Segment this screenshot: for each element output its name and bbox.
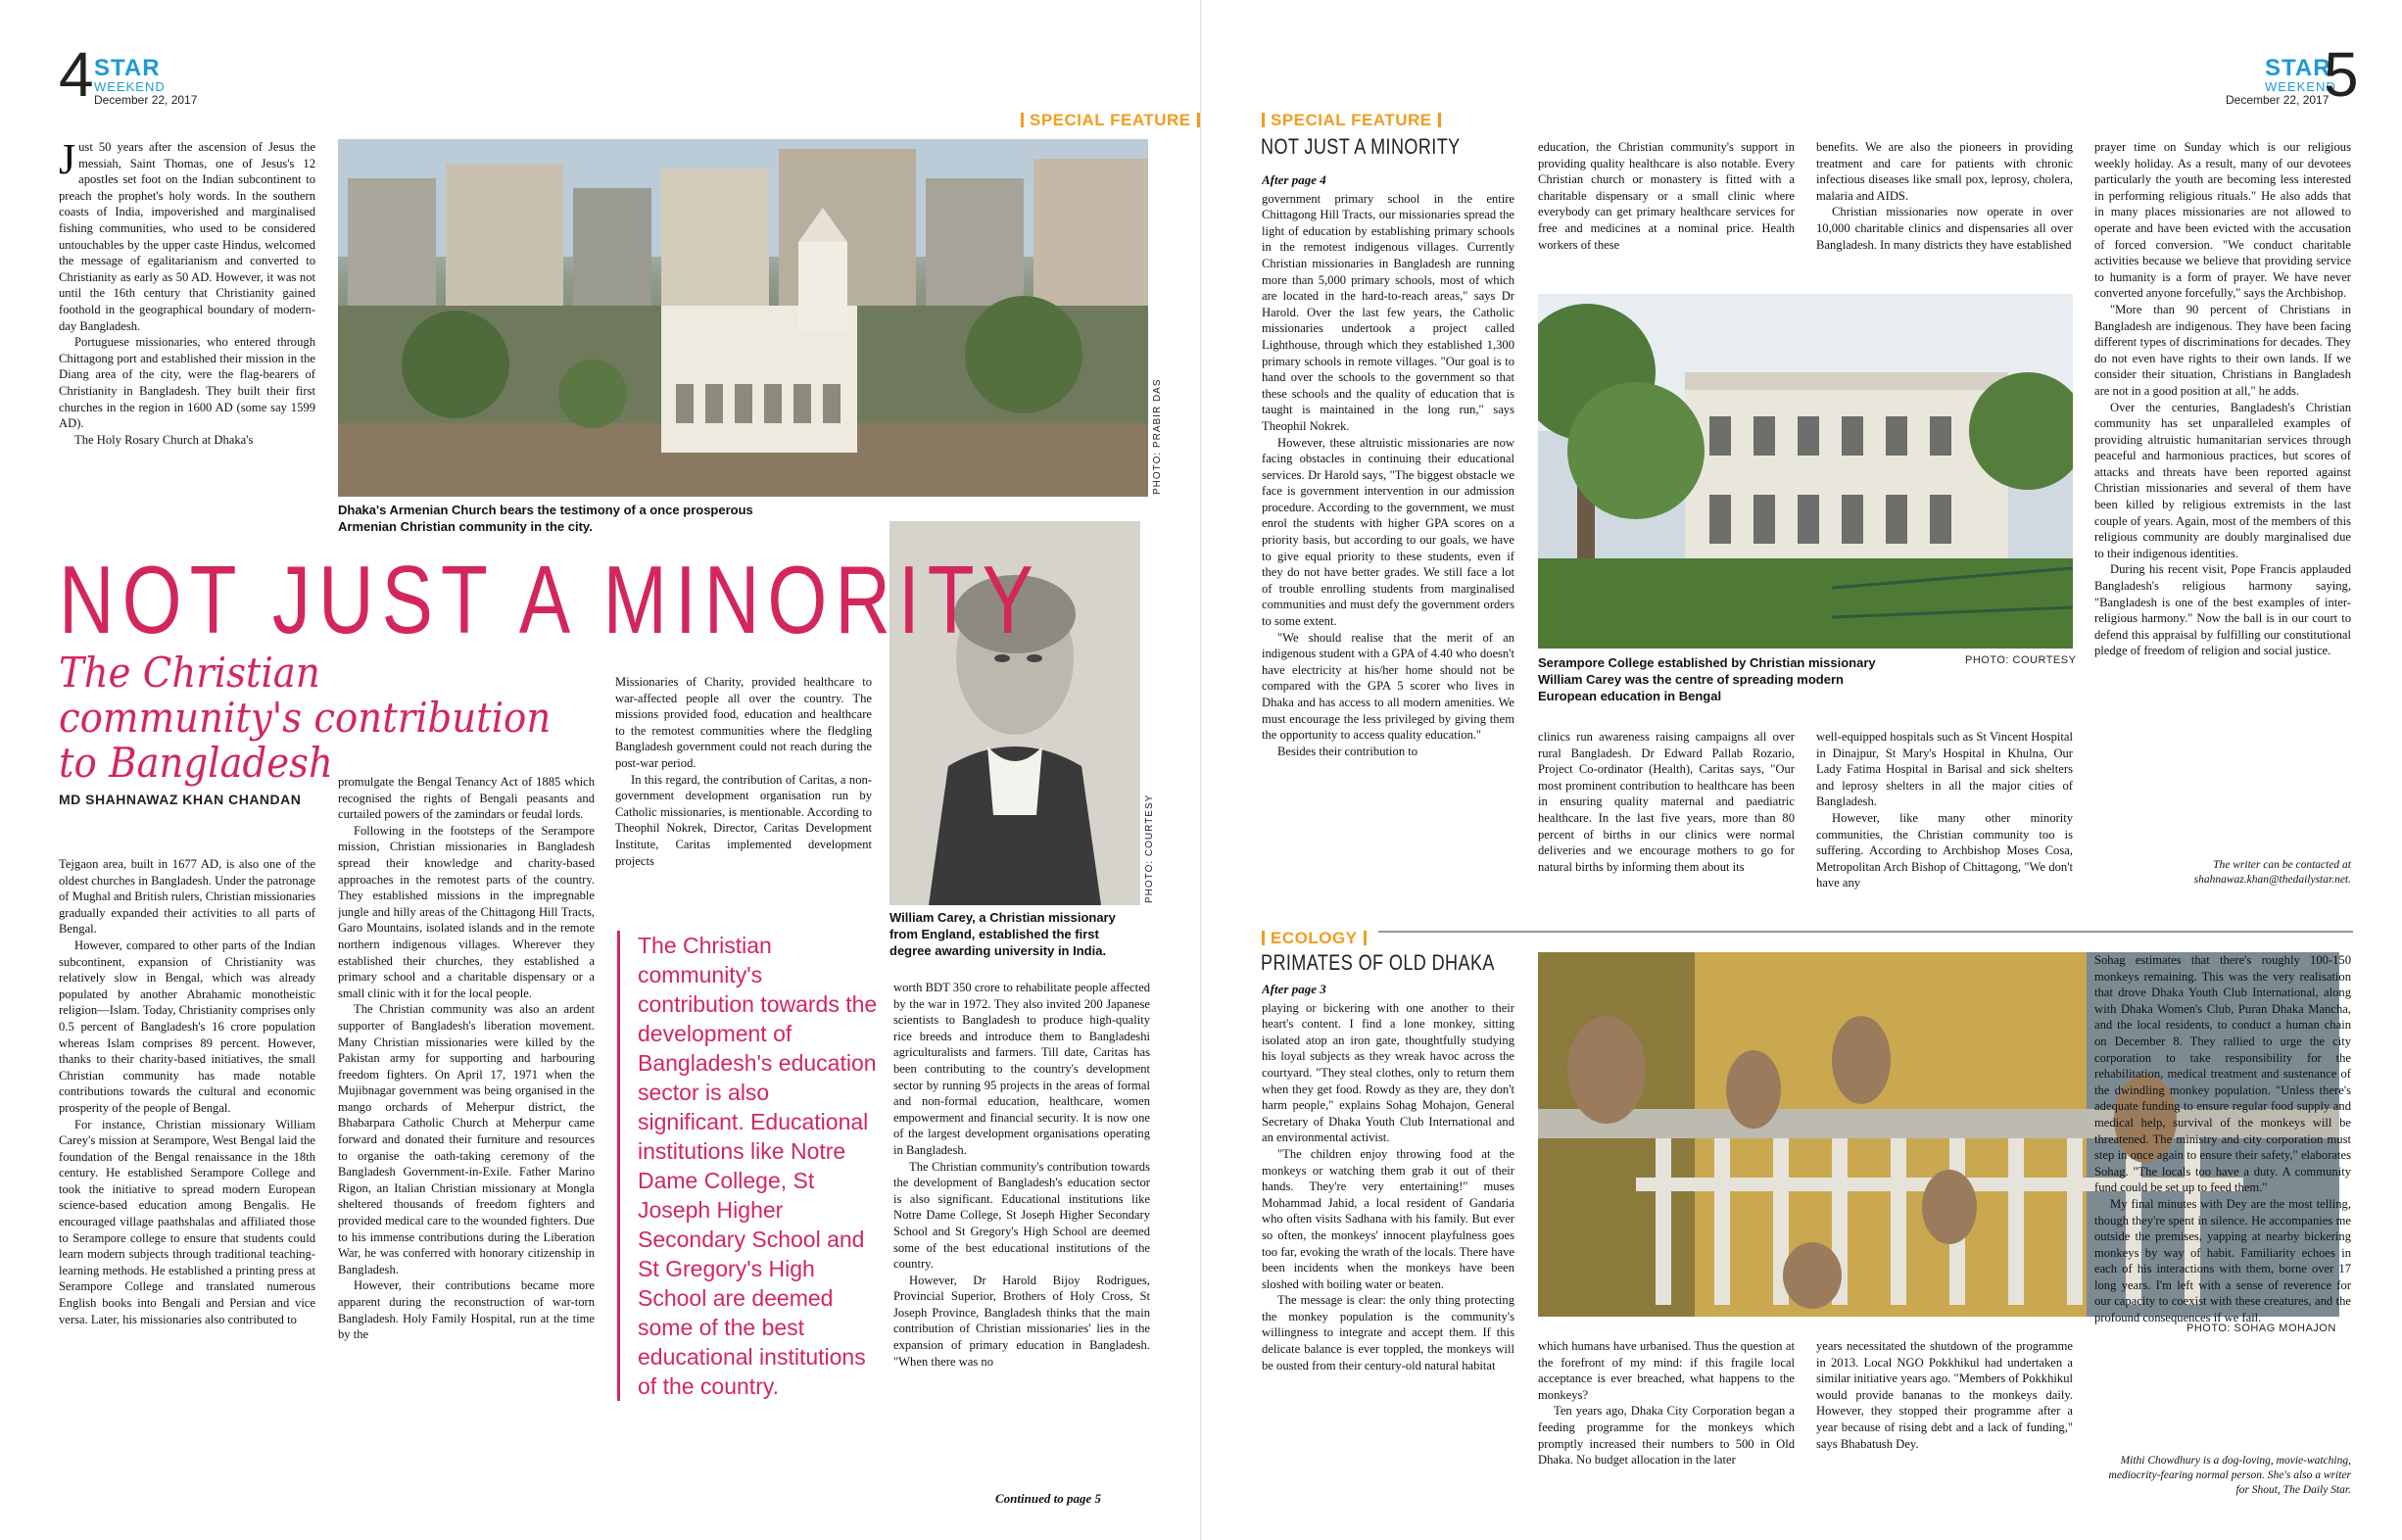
right-col-2	[1538, 139, 1795, 276]
kicker-bar	[1364, 931, 1367, 945]
col1-para-1: Tejgaon area, built in 1677 AD, is also one of the oldest churches in Bangladesh. Under the patronage of Mughal and British rulers, Christian missionaries gradually expanded their activities to all parts of Bengal.	[59, 857, 315, 937]
photo1-credit: PHOTO: PRABIR DAS	[1152, 378, 1163, 495]
right-col-3	[1816, 139, 2073, 276]
pull-quote: The Christian community's contribution towards the development of Bangladesh's education sector is also significant. Educational institutions like Notre Dame College, St Joseph Higher Secondary School and St Gregory's High School are deemed some of the best educational institutions of the country.	[617, 931, 880, 1401]
rcol1-para-4: Besides their contribution to	[1277, 744, 1418, 758]
kicker-bar	[1021, 113, 1024, 127]
photo2-credit: PHOTO: COURTESY	[1144, 794, 1155, 903]
rcol4-para-4: During his recent visit, Pope Francis applauded Bangladesh's religious harmony saying, "Bangladesh is one of the best examples of inter-religious harmony." Now the ball is in our court to defend this appraisal by fulfilling our constitutional pledge of freedom of religion and social justice.	[2094, 562, 2351, 658]
col1-para-3: For instance, Christian missionary William Carey's mission at Serampore, West Bengal laid the foundation of the Bengal renaissance in the 18th century. He established Serampore College and took the initiative to spread modern European science-based education among Bengalis. He encouraged village paathshalas and affiliated those to Serampore college to ensure that students could learn modern subjects through traditional teaching-learning methods. He established a printing press at Serampore College and translated numerous English books into Bengali and Persian and vice versa. Later, his missionaries also contributed to	[59, 1117, 315, 1326]
col4-para-2: The Christian community's contribution towards the development of Bangladesh's education sector is also significant. Educational institutions like Notre Dame College, St Joseph Higher Secondary School and St Gregory's High School are deemed some of the best educational institutions of the country.	[893, 1159, 1150, 1272]
rcol4-para-1: prayer time on Sunday which is our religious weekly holiday. As a result, many of our devotees particularly the youth are becoming less interested in performing religious rituals." He also adds that in many places missionaries are not allowed to operate and have been evicted with the accusation of forced conversion. "We conduct charitable activities because we believe that providing service to humanity is a form of prayer. We have never converted anyone forcefully," says the Archbishop.	[2094, 140, 2351, 301]
col2-para-4: However, their contributions became more apparent during the reconstruction of war-torn Bangladesh. Holy Family Hospital, run at the time by the	[338, 1278, 595, 1342]
photo1-caption: Dhaka's Armenian Church bears the testimony of a once prosperous Armenian Christian community in the city.	[338, 503, 753, 534]
section-divider	[1256, 931, 2353, 933]
kicker-text: ECOLOGY	[1271, 929, 1358, 947]
para-2: Portuguese missionaries, who entered through Chittagong port and established their mission in the Diang area of the city, were the flag-bearers of Christianity in Bangladesh. They built their first churches in the region in 1600 AD (some say 1599 AD).	[59, 335, 315, 431]
col3-para-2: In this regard, the contribution of Caritas, a non-government development organisation run by Catholic missionaries, is mentionable. According to Theophil Nokrek, Director, Caritas Development Institute, Caritas implemented development projects	[615, 772, 872, 868]
eco-col1-para-1: playing or bickering with one another to their heart's content. I find a lone monkey, sitting isolated atop an iron gate, thoughtfully studying his loyal subjects as they wreak havoc across the courtyard. "They steal clothes, only to return them when they get food. Rowdy as they are, they don't harm people," explains Sohag Mohajon, General Secretary of Dhaka Youth Club International and an environmental activist.	[1262, 1000, 1514, 1145]
date-right: December 22, 2017	[2226, 93, 2330, 107]
kicker-right-top	[1256, 111, 1447, 130]
right-col-3b	[1816, 729, 2073, 915]
rcol3b-para-1: well-equipped hospitals such as St Vincent Hospital in Dinajpur, St Mary's Hospital in Khulna, Our Lady Fatima Hospital in Barisal and sick shelters and leprosy shelters in all the major cities of Bangladesh.	[1816, 730, 2073, 809]
eco-col-3	[1816, 1338, 2073, 1515]
rcol1-para-3: "We should realise that the merit of an indigenous student with a GPA of 4.40 who doesn't have electricity at his/her home should not be compared with the GPA 5 scorer who lives in Dhaka and has access to all modern amenities. We must encourage the less privileged by giving them the opportunity to access quality education."	[1262, 630, 1514, 743]
eco-col4-para-2: My final minutes with Dey are the most telling, though they're spent in silence. He accompanies me outside the premises, yapping at nearby bickering monkeys by way of habit. Familiarity echoes in each of his interactions with them, borne over 17 long years. I'm left with a sense of reverence for our capacity to coexist with these creatures, and the profound consequences if we fail.	[2094, 1196, 2351, 1325]
photo2-caption: William Carey, a Christian missionary from England, established the first degree awarding university in India.	[889, 910, 1116, 958]
subhead-ecology: PRIMATES OF OLD DHAKA	[1261, 950, 1495, 975]
article-col-intro	[59, 139, 315, 523]
col1-para-2: However, compared to other parts of the Indian subcontinent, expansion of Christianity was relatively slow in Bengal, which was already populated by another Abrahamic monotheistic religion—Islam. Today, Christianity comprises only 0.5 percent of Bangladesh's 16 crore population whereas Islam comprises 89 percent. However, thanks to their charity-based initiatives, the small Christian community has made notable contributions towards the cultural and economic prosperity of the people of Bengal.	[59, 938, 315, 1115]
rcol3-para-2: Christian missionaries now operate in over 10,000 charitable clinics and dispensaries all over Bangladesh. In many districts they have established	[1816, 205, 2073, 252]
eco-col-4	[2094, 952, 2351, 1436]
right-col-4	[2094, 139, 2351, 841]
rcol4-para-2: "More than 90 percent of Christians in Bangladesh are indigenous. They have been facing different types of discriminations for decades. They do not even have rights to their own lands. If we consider their situation, Christians in Bangladesh are not in a good position at all," he adds.	[2094, 302, 2351, 398]
col3-para-1: Missionaries of Charity, provided healthcare to war-affected people all over the country. The missions provided food, education and healthcare to the remotest communities where the fledgling Bangladesh government could not reach during the post-war period.	[615, 675, 872, 770]
kicker-bar	[1197, 113, 1200, 127]
col2-para-1: promulgate the Bengal Tenancy Act of 1885 which recognised the rights of Bengali peasants and curtailed powers of the zamindars or feudal lords.	[338, 775, 595, 822]
college-illustration	[1538, 294, 2073, 649]
eco-col1-para-2: "The children enjoy throwing food at the monkeys or watching them grab it out of their hands. They're very entertaining!" muses Mohammad Jahid, a local resident of Gandaria who often visits Sadhana with his family. But ever so often, the monkeys' innocent playfulness goes too far, evoking the wrath of the locals. There have been incidents when the monkeys have been sloshed with boiling water or beaten.	[1262, 1146, 1514, 1291]
kicker-ecology	[1256, 929, 1378, 948]
article-col-2	[338, 774, 595, 1503]
date-left: December 22, 2017	[94, 93, 198, 107]
right-col-2b	[1538, 729, 1795, 915]
para-3: The Holy Rosary Church at Dhaka's	[74, 432, 254, 447]
eco-col-2	[1538, 1338, 1795, 1515]
page-number-right: 5	[2324, 39, 2359, 110]
eco-col-1	[1262, 982, 1514, 1513]
right-col-1	[1262, 172, 1514, 917]
rcol4-para-3: Over the centuries, Bangladesh's Christian community has set unparalleled examples of providing altruistic humanitarian services through peaceful and harmonious practices, but scores of attacks and threats have been reported against Christian missionaries and several of them have been killed by religious extremists in the last couple of years. Again, most of the members of this religious community are doubly marginalised due to their indigenous identities.	[2094, 400, 2351, 560]
drop-cap: J	[59, 139, 76, 183]
kicker-bar	[1262, 931, 1265, 945]
kicker-bar	[1262, 113, 1265, 127]
photo-serampore-college	[1538, 294, 2073, 649]
photo-armenian-church	[338, 139, 1148, 497]
monkeys-credit: PHOTO: SOHAG MOHAJON	[2186, 1323, 2336, 1334]
eco-col1-para-3: The message is clear: the only thing protecting the monkey population is the community's willingness to integrate and accept them. If this delicate balance is ever toppled, the monkeys will be ousted from their century-old natural habitat	[1262, 1293, 1514, 1372]
author-note: Mithi Chowdhury is a dog-loving, movie-watching, mediocrity-fearing normal person. She's also a writer for Shout, The Daily Star.	[2108, 1455, 2351, 1496]
after-page-label: After page 4	[1262, 172, 1326, 187]
kicker-left	[1015, 111, 1206, 130]
after-page-label: After page 3	[1262, 982, 1326, 996]
continued-link[interactable]: Continued to page 5	[995, 1491, 1101, 1506]
writer-contact-note	[2094, 858, 2351, 888]
kicker-text: SPECIAL FEATURE	[1030, 111, 1191, 129]
para-1	[59, 139, 315, 334]
rcol1-para-2: However, these altruistic missionaries are now facing obstacles in continuing their educational services. Dr Harold says, "The biggest obstacle we face is government intervention in our admission procedure. According to the government, we must enrol the students with higher GPA scores on a priority basis, but according to our goals, we have to give equal priority to these students, even if they do not have better grades. We still face a lot of trouble enrolling students from marginalised communities and must defy the government orders to some extent.	[1262, 435, 1514, 629]
rcol3-para-1: benefits. We are also the pioneers in providing treatment and care for patients with chronic infectious diseases like small pox, leprosy, cholera, malaria and AIDS.	[1816, 140, 2073, 203]
col4-para-1: worth BDT 350 crore to rehabilitate people affected by the war in 1972. They also invited 200 Japanese scientists to Bangladesh to produce high-quality rice breeds and introduce them to Bangladeshi agriculturalists and farmers. Till date, Caritas has been contributing to the country's development sector by running 95 projects in the areas of formal and non-formal education, healthcare, women empowerment and financial security. It is now one of the largest development organisations operating in Bangladesh.	[893, 981, 1150, 1157]
brand-sub-right: WEEKEND	[2265, 79, 2336, 94]
kicker-text: SPECIAL FEATURE	[1271, 111, 1432, 129]
headline: NOT JUST A MINORITY	[59, 546, 1041, 653]
article-col-1	[59, 856, 315, 1503]
eco-col2-para-2: Ten years ago, Dhaka City Corporation began a feeding programme for the monkeys which promptly increased their numbers to 500 in Old Dhaka. No budget allocation in the later	[1538, 1404, 1795, 1468]
rcol3b-para-2: However, like many other minority communities, the Christian community too is suffering. According to Archbishop Moses Cosa, Metropolitan Arch Bishop of Chittagong, "We don't have any	[1816, 810, 2073, 890]
rcol2b-para-1: clinics run awareness raising campaigns all over rural Bangladesh. Dr Edward Pallab Rozario, Project Co-ordinator (Health), Caritas says, "Our most prominent contribution to healthcare has been in ensuring quality maternal and paediatric healthcare. In the last five years, more than 80 percent of births in our clinics were normal deliveries and we encourage mothers to go for natural births by informing them about its	[1538, 730, 1795, 874]
para-1-text: ust 50 years after the ascension of Jesus the messiah, Saint Thomas, one of Jesus's 12 apostles set foot on the Indian subcontinent to preach the prophet's holy words. In the southern coasts of India, impoverished and marginalised fishing communities, who used to be considered untouchables by the upper caste Hindus, welcomed the message of egalitarianism and converted to Christianity as early as 50 AD. However, it was not until the 16th century that Christianity gained foothold in the geographical boundary of modern-day Bangladesh.	[59, 140, 315, 333]
article-col-3	[615, 674, 872, 909]
church-illustration	[338, 139, 1148, 497]
subhead-right-top: NOT JUST A MINORITY	[1261, 134, 1461, 159]
rcol2-para-1: education, the Christian community's support in providing quality healthcare is also notable. Every Christian church or monastery is fitted with a charitable dispensary or a small clinic where everybody can get primary healthcare services for free and medicines at a nominal price. Health workers of these	[1538, 140, 1795, 252]
eco-col2-para-1: which humans have urbanised. Thus the question at the forefront of my mind: if this fragile local acceptance is ever breached, what happens to the monkeys?	[1538, 1339, 1795, 1402]
page-fold	[1200, 0, 1202, 1540]
brand-logo-left: STAR	[94, 55, 161, 81]
brand-sub-left: WEEKEND	[94, 79, 166, 94]
writer-contact-text: The writer can be contacted at	[2213, 859, 2351, 871]
serampore-caption: Serampore College established by Christian missionary William Carey was the centre of spreading modern European education in Bengal	[1538, 655, 1876, 703]
col4-para-3: However, Dr Harold Bijoy Rodrigues, Provincial Superior, Brothers of Holy Cross, St Joseph Province, Bangladesh thinks that the main contribution of Christian missionaries' lies in the expansion of primary education in Bangladesh. "When there was no	[893, 1273, 1150, 1369]
kicker-bar	[1438, 113, 1441, 127]
article-col-4	[893, 980, 1150, 1489]
deck: The Christian community's contribution to Bangladesh	[59, 649, 552, 787]
eco-col3-para-1: years necessitated the shutdown of the programme in 2013. Local NGO Pokkhikul had undertaken a similar initiative years ago. "Members of Pokkhikul would provide bananas to the monkeys daily. However, they stopped their programme after a year because of rising debt and a lack of funding," says Bhabatush Dey.	[1816, 1339, 2073, 1451]
writer-contact-email[interactable]: shahnawaz.khan@thedailystar.net.	[2193, 874, 2351, 886]
col2-para-2: Following in the footsteps of the Serampore mission, Christian missionaries in Bangladesh spread their knowledge and charity-based approaches in the remotest parts of the country. They established missions in the impregnable jungle and hilly areas of the Chittagong Hill Tracts, Garo Mountains, isolated islands and in the remote northern indigenous villages. Wherever they established their churches, they established a primary school and a charitable dispensary or a small clinic with it for the local people.	[338, 823, 595, 1000]
brand-logo-right: STAR	[2265, 55, 2331, 81]
rcol1-para-1: government primary school in the entire Chittagong Hill Tracts, our missionaries spread the light of education by establishing primary schools in the remotest indigenous villages. Currently Christian missionaries in Bangladesh are running more than 5,000 primary schools, most of which are located in the hard-to-reach areas," says Dr Harold. Over the last few years, the Catholic missionaries undertook a project called Lighthouse, through which they established 1,300 primary schools in remote villages. "Our goal is to hand over the schools to the government so that these schools and the quality of education that is taught is maintained in the long run," says Theophil Nokrek.	[1262, 191, 1514, 433]
byline: MD SHAHNAWAZ KHAN CHANDAN	[59, 792, 302, 807]
eco-col4-para-1: Sohag estimates that there's roughly 100-150 monkeys remaining. This was the very realisation that drove Dhaka Youth Club International, along with Dhaka Women's Club, Puran Dhaka Mancha, and the local residents, to conduct a human chain on December 8. They rallied to urge the city corporation to take responsibility for the rehabilitation, medical treatment and sustenance of the dwindling monkey population. "Unless there's adequate funding to ensure regular food supply and medical help, survival of the monkeys will be threatened. The ministry and city corporation must step in once again to ensure their safety," elaborates Sohag. "The locals too have a duty. A community fund could be set up to feed them."	[2094, 953, 2351, 1195]
page-number-left: 4	[59, 39, 94, 110]
col2-para-3: The Christian community was also an ardent supporter of Bangladesh's liberation movement. Many Christian missionaries were killed by the Pakistan army for supporting and harbouring freedom fighters. On April 17, 1971 when the Mujibnagar government was being organised in the mango orchards of Meherpur district, the Bhabarpara Catholic Church at Meherpur came forward and donated their furniture and resources to organise the oath-taking ceremony of the Bangladesh Government-in-Exile. Father Marino Rigon, an Italian Christian missionary at Mongla sheltered thousands of freedom fighters and provided medical care to the wounded fighters. Due to his immense contributions during the Liberation War, he was conferred with honorary citizenship in Bangladesh.	[338, 1002, 595, 1276]
serampore-credit: PHOTO: COURTESY	[1965, 654, 2077, 666]
